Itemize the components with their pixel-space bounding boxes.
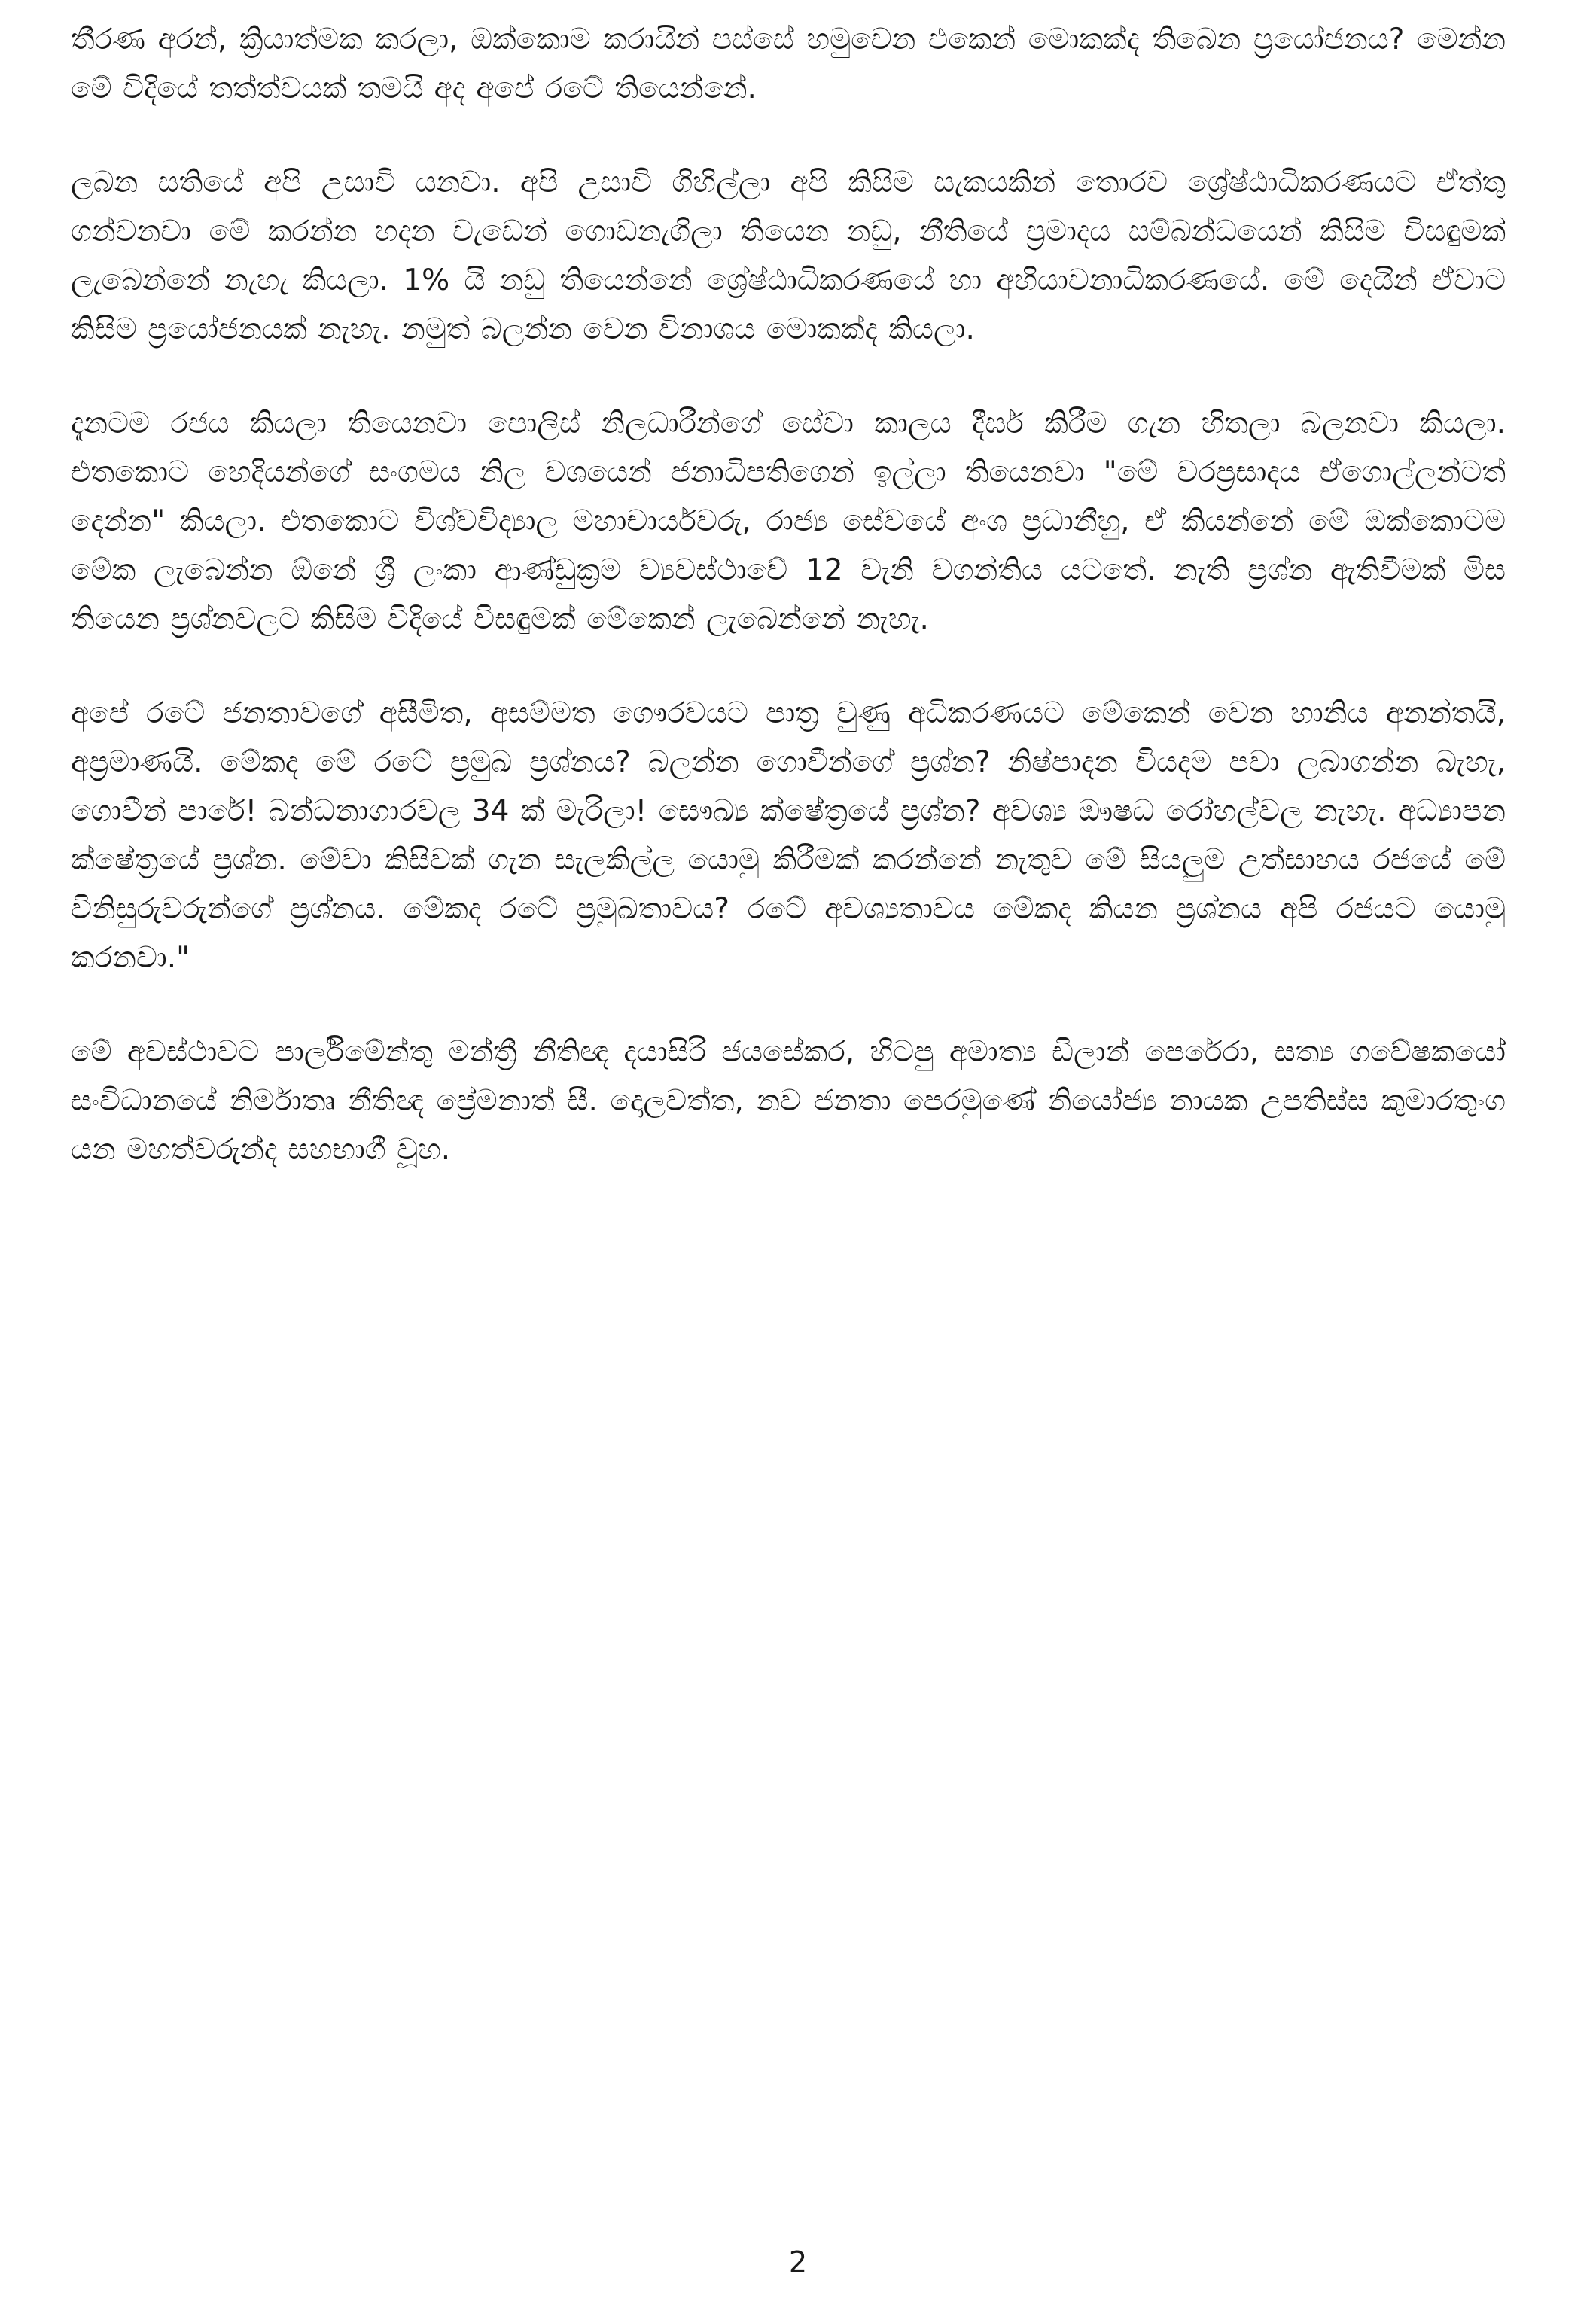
paragraph: තීරණ අරන්, ක්‍රියාත්මක කරලා, ඔක්කොම කරායින් පස්සේ හමුවෙන එකෙන් මොකක්ද තිබෙන ප්‍රයෝජනය? මෙන්න මේ විදියේ තත්ත්වයක් තමයි අද අපේ රටේ තියෙන්නේ.	[71, 23, 1506, 105]
paragraph: මේ අවස්ථාවට පාර්ලිමේන්තු මන්ත්‍රී නීතිඥ දයාසිරි ජයසේකර, හිටපු අමාත්‍ය ඩිලාන් පෙරේරා, සත්‍ය ගවේෂකයෝ සංවිධානයේ නිර්මාතෘ නීතිඥ ප්‍රේමනාත් සී. දොලවත්ත, නව ජනතා පෙරමුණේ නියෝජ්‍ය නායක උපතිස්ස කුමාරතුංග යන මහත්වරුන්ද සහභාගී වූහ.	[71, 1035, 1506, 1167]
document-body	[71, 15, 1506, 1174]
paragraph: අපේ රටේ ජනතාවගේ අසීමිත, අසම්මත ගෞරවයට පාත්‍ර වුණු අධිකරණයට මේකෙන් වෙන හානිය අනන්තයි, අප්‍රමාණයි. මේකද මේ රටේ ප්‍රමුඛ ප්‍රශ්නය? බලන්න ගොවීන්ගේ ප්‍රශ්න? නිෂ්පාදන වියදම පවා ලබාගන්න බැහැ, ගොවීන් පාරේ! බන්ධනාගාරවල 34 ක් මැරිලා! සෞඛ්‍ය ක්ෂේත්‍රයේ ප්‍රශ්න? අවශ්‍ය ඖෂධ රෝහල්වල නැහැ. අධ්‍යාපන ක්ෂේත්‍රයේ ප්‍රශ්න. මේවා කිසිවක් ගැන සැලකිල්ල යොමු කිරීමක් කරන්නේ නැතුව මේ සියලුම උත්සාහය රජයේ මේ විනිසුරුවරුන්ගේ ප්‍රශ්නය. මේකද රටේ ප්‍රමුඛතාවය? රටේ අවශ්‍යතාවය මේකද කියන ප්‍රශ්නය අපි රජයට යොමු කරනවා."	[71, 696, 1506, 975]
paragraph: දැනටම රජය කියලා තියෙනවා පොලිස් නිලධාරීන්ගේ සේවා කාලය දීර්ඝ කිරීම ගැන හිතලා බලනවා කියලා. එතකොට හෙදියන්ගේ සංගමය නිල වශයෙන් ජනාධිපතිගෙන් ඉල්ලා තියෙනවා "මේ වරප්‍රසාදය ඒගොල්ලන්ටත් දෙන්න" කියලා. එතකොට විශ්වවිද්‍යාල මහාචාර්යවරු, රාජ්‍ය සේවයේ අංශ ප්‍රධානීහු, ඒ කියන්නේ මේ ඔක්කොටම මේක ලැබෙන්න ඕනේ ශ්‍රී ලංකා ආණ්ඩුක්‍රම ව්‍යවස්ථාවේ 12 වැනි වගන්තිය යටතේ. නැති ප්‍රශ්න ඇතිවීමක් මිස තියෙන ප්‍රශ්නවලට කිසිම විදියේ විසඳුමක් මේකෙන් ලැබෙන්නේ නැහැ.	[71, 406, 1506, 636]
paragraph: ලබන සතියේ අපි උසාවි යනවා. අපි උසාවි ගිහිල්ලා අපි කිසිම සැකයකින් තොරව ශ්‍රේෂ්ඨාධිකරණයට ඒත්තු ගන්වනවා මේ කරන්න හදන වැඩෙන් ගොඩනැගිලා තියෙන නඩු, නීතියේ ප්‍රමාදය සම්බන්ධයෙන් කිසිම විසඳුමක් ලැබෙන්නේ නැහැ කියලා. 1% යි නඩු තියෙන්නේ ශ්‍රේෂ්ඨාධිකරණයේ හා අභියාචනාධිකරණයේ. මේ දෙයින් ඒවාට කිසිම ප්‍රයෝජනයක් නැහැ. නමුත් බලන්න වෙන විනාශය මොකක්ද කියලා.	[71, 166, 1506, 346]
page-number: 2	[788, 2245, 808, 2279]
